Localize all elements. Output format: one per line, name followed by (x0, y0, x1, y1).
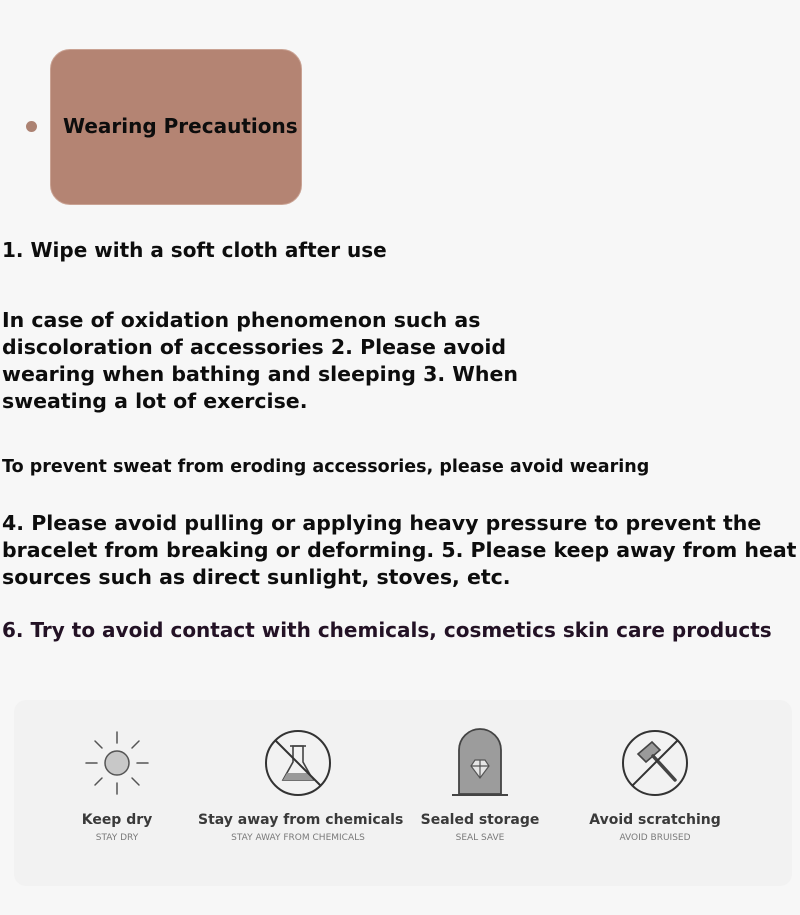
care-label: Avoid scratching (589, 812, 721, 828)
instruction-2-line: wearing when bathing and sleeping 3. When (2, 362, 518, 386)
bullet-dot (26, 121, 37, 132)
instruction-6: 6. Try to avoid contact with chemicals, cosmetics skin care products (2, 618, 772, 642)
care-sublabel: STAY AWAY FROM CHEMICALS (231, 833, 365, 843)
instruction-2 (2, 307, 518, 415)
care-label: Sealed storage (420, 812, 540, 828)
care-sublabel: STAY DRY (95, 833, 139, 843)
instruction-4-line: sources such as direct sunlight, stoves, etc. (2, 565, 511, 589)
sealed-jar-diamond-icon (445, 728, 515, 798)
care-item-sealed-storage (380, 728, 580, 843)
instruction-2-line: sweating a lot of exercise. (2, 389, 308, 413)
no-chemicals-icon (263, 728, 333, 798)
instruction-4 (2, 510, 796, 591)
care-item-avoid-scratching (555, 728, 755, 843)
care-sublabel: AVOID BRUISED (619, 833, 691, 843)
no-hammer-icon (620, 728, 690, 798)
instruction-1: 1. Wipe with a soft cloth after use (2, 238, 387, 262)
instruction-3: To prevent sweat from eroding accessories, please avoid wearing (2, 457, 650, 477)
instruction-2-line: In case of oxidation phenomenon such as (2, 308, 481, 332)
instruction-4-line: bracelet from breaking or deforming. 5. Please keep away from heat (2, 538, 797, 562)
care-label: Stay away from chemicals (198, 812, 404, 828)
care-item-keep-dry (17, 728, 217, 843)
care-sublabel: SEAL SAVE (455, 833, 505, 843)
care-label: Keep dry (81, 812, 153, 828)
sun-icon (82, 728, 152, 798)
instruction-4-line: 4. Please avoid pulling or applying heavy pressure to prevent the (2, 511, 762, 535)
care-item-chemicals (198, 728, 404, 843)
page-title: Wearing Precautions (63, 114, 298, 138)
instruction-2-line: discoloration of accessories 2. Please avoid (2, 335, 507, 359)
